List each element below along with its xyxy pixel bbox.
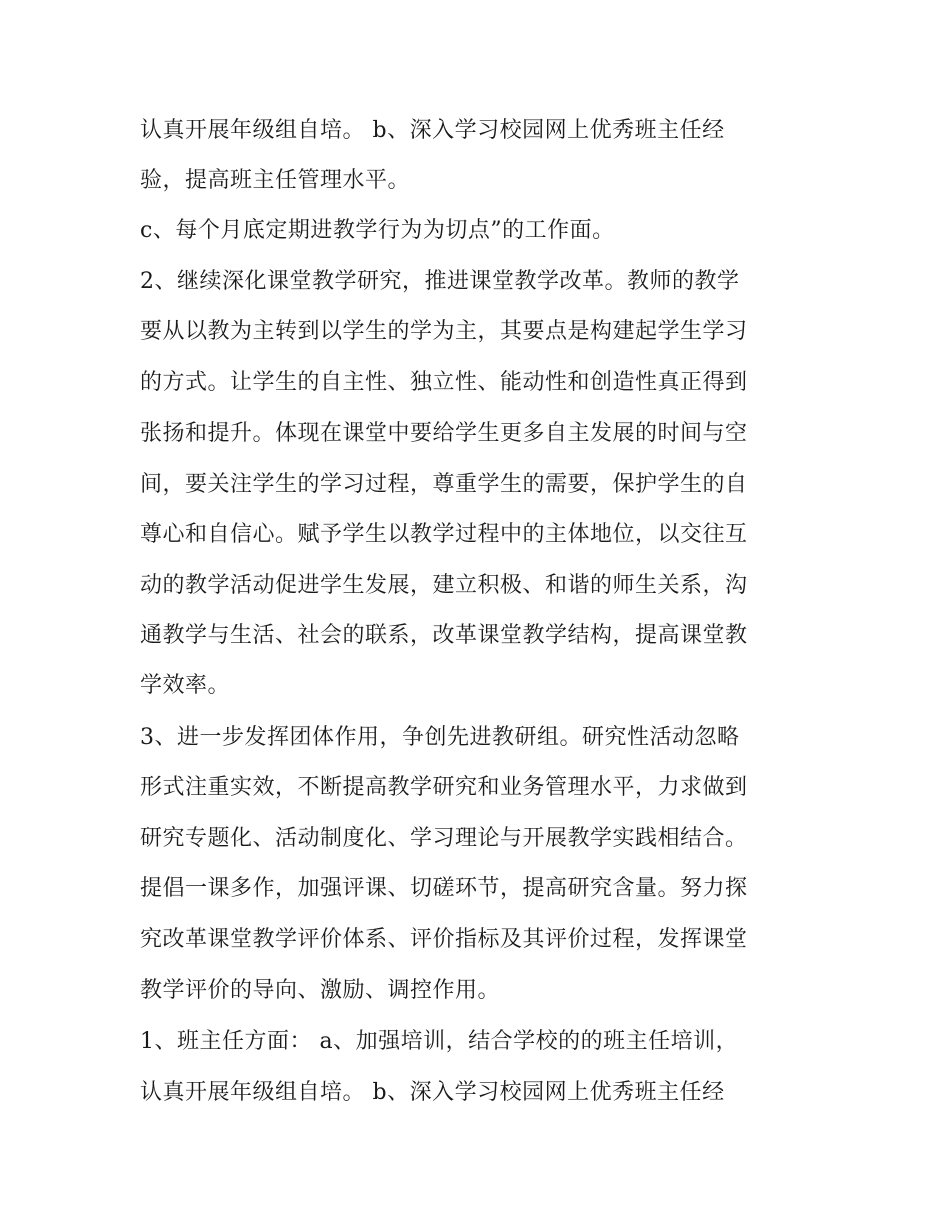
text-line: 2、继续深化课堂教学研究，推进课堂教学改革。教师的教学 bbox=[140, 269, 740, 294]
text-line: 要从以教为主转到以学生的学为主，其要点是构建起学生学习 bbox=[140, 319, 748, 344]
text-line: c、每个月底定期进教学行为为切点”的工作面。 bbox=[140, 218, 615, 243]
text-line: 教学评价的导向、激励、调控作用。 bbox=[140, 978, 501, 1003]
text-line: 3、进一步发挥团体作用，争创先进教研组。研究性活动忽略 bbox=[140, 725, 740, 750]
text-line: 验，提高班主任管理水平。 bbox=[140, 168, 411, 193]
text-line: 提倡一课多作，加强评课、切磋环节，提高研究含量。努力探 bbox=[140, 876, 748, 901]
text-line: 动的教学活动促进学生发展，建立积极、和谐的师生关系，沟 bbox=[140, 573, 748, 598]
text-line: 间，要关注学生的学习过程，尊重学生的需要，保护学生的自 bbox=[140, 472, 748, 497]
text-line: 究改革课堂教学评价体系、评价指标及其评价过程，发挥课堂 bbox=[140, 927, 748, 952]
text-line: 的方式。让学生的自主性、独立性、能动性和创造性真正得到 bbox=[140, 370, 748, 395]
text-line: 1、班主任方面： a、加强培训，结合学校的的班主任培训， bbox=[140, 1029, 739, 1054]
text-line: 尊心和自信心。赋予学生以教学过程中的主体地位，以交往互 bbox=[140, 522, 748, 547]
text-line: 研究专题化、活动制度化、学习理论与开展教学实践相结合。 bbox=[140, 826, 748, 851]
text-line: 通教学与生活、社会的联系，改革课堂教学结构，提高课堂教 bbox=[140, 623, 748, 648]
text-line: 认真开展年级组自培。 b、深入学习校园网上优秀班主任经 bbox=[140, 1080, 725, 1105]
text-line: 张扬和提升。体现在课堂中要给学生更多自主发展的时间与空 bbox=[140, 421, 748, 446]
text-line: 认真开展年级组自培。 b、深入学习校园网上优秀班主任经 bbox=[140, 118, 725, 143]
text-line: 形式注重实效，不断提高教学研究和业务管理水平，力求做到 bbox=[140, 775, 748, 800]
text-line: 学效率。 bbox=[140, 673, 231, 698]
